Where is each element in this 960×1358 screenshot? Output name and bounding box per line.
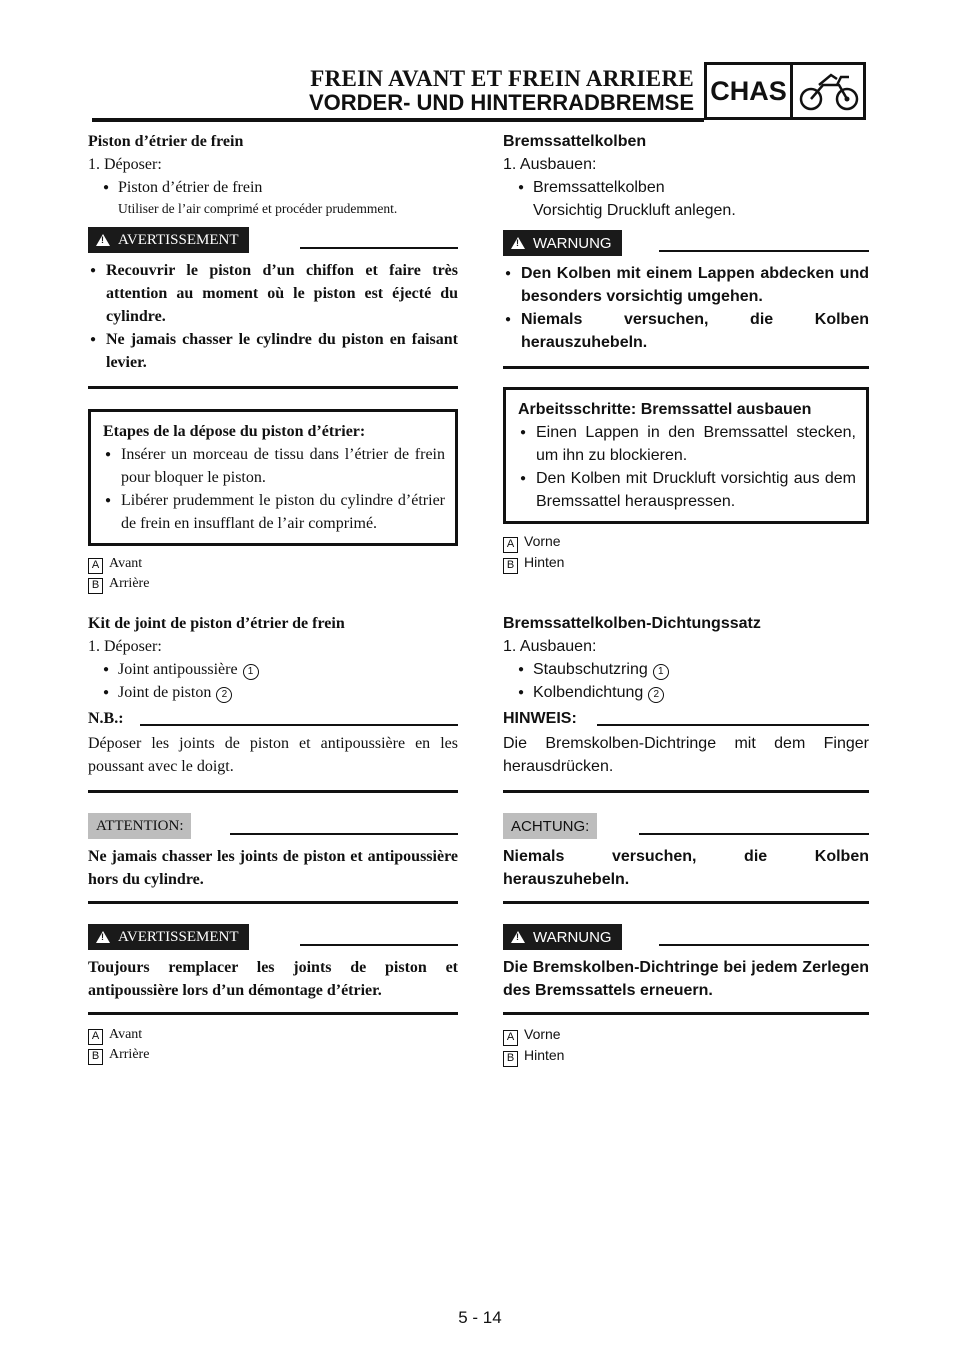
procedure-box bbox=[503, 387, 869, 524]
legend-item bbox=[88, 554, 458, 574]
callout-2: 2 bbox=[216, 687, 232, 703]
attention-text: Ne jamais chasser les joints de piston et antipoussière hors du cylindre. bbox=[88, 848, 458, 888]
column-french bbox=[88, 130, 458, 1065]
warning-item: ● Ne jamais chasser le cylindre du piston en faisant levier. bbox=[88, 328, 458, 374]
legend-item bbox=[503, 1046, 869, 1067]
marker-b: B bbox=[88, 578, 103, 594]
warning-header bbox=[503, 230, 869, 256]
attention-label: ACHTUNG: bbox=[503, 813, 597, 839]
section-title: Kit de joint de piston d’étrier de frein bbox=[88, 615, 345, 632]
callout-2: 2 bbox=[648, 687, 664, 703]
note-label: N.B.: bbox=[88, 710, 124, 727]
step: 1. Déposer: bbox=[88, 638, 162, 655]
step-note: Vorsichtig Druckluft anlegen. bbox=[533, 202, 736, 219]
step-item: ● Piston d’étrier de frein bbox=[88, 176, 458, 199]
warning-end-rule bbox=[503, 1012, 869, 1015]
warning-label: WARNUNG bbox=[533, 234, 612, 252]
legend bbox=[88, 1025, 458, 1065]
warning-rule bbox=[300, 944, 458, 946]
step-item: ● Bremssattelkolben bbox=[503, 176, 869, 199]
warning-text: Toujours remplacer les joints de piston et antipoussière lors d’un démontage d’étrier. bbox=[88, 959, 458, 999]
procedure-box bbox=[88, 409, 458, 546]
marker-b: B bbox=[503, 558, 518, 574]
legend-item bbox=[88, 1025, 458, 1045]
step-item-text: Joint de piston bbox=[118, 684, 212, 701]
header-title-de: VORDER- UND HINTERRADBREMSE bbox=[308, 90, 694, 115]
callout-1: 1 bbox=[653, 664, 669, 680]
legend-text: Vorne bbox=[524, 533, 561, 549]
legend-text: Arrière bbox=[109, 576, 150, 591]
legend bbox=[503, 532, 869, 574]
warning-icon bbox=[511, 237, 525, 249]
legend-text: Avant bbox=[109, 556, 143, 571]
legend-item bbox=[88, 574, 458, 594]
section-badge bbox=[704, 62, 866, 120]
callout-1: 1 bbox=[243, 664, 259, 680]
warning-header bbox=[503, 924, 869, 950]
warning-badge bbox=[88, 924, 249, 950]
step-note: Utiliser de l’air comprimé et procéder prudemment. bbox=[118, 201, 398, 216]
header-rule bbox=[92, 118, 704, 122]
marker-a: A bbox=[503, 537, 518, 553]
step: 1. Ausbauen: bbox=[503, 638, 597, 655]
warning-icon bbox=[511, 931, 525, 943]
legend-text: Hinten bbox=[524, 1047, 565, 1063]
warning-header bbox=[88, 924, 458, 950]
note-text: Die Bremskolben-Dichtringe mit dem Finger herausdrücken. bbox=[503, 735, 869, 775]
step: 1. Ausbauen: bbox=[503, 156, 597, 173]
motorcycle-icon bbox=[797, 69, 863, 115]
warning-label: AVERTISSEMENT bbox=[118, 928, 239, 945]
legend-text: Arrière bbox=[109, 1047, 150, 1062]
warning-label: AVERTISSEMENT bbox=[118, 231, 239, 248]
warning-end-rule bbox=[88, 1012, 458, 1015]
note-header bbox=[88, 710, 458, 732]
attention-label: ATTENTION: bbox=[88, 813, 191, 839]
procedure-item: ● Den Kolben mit Druckluft vorsichtig aus dem Bremssattel herauspressen. bbox=[518, 467, 856, 513]
legend-text: Vorne bbox=[524, 1026, 561, 1042]
warning-label: WARNUNG bbox=[533, 928, 612, 946]
note-end-rule bbox=[88, 790, 458, 793]
marker-a: A bbox=[503, 1030, 518, 1046]
warning-badge bbox=[503, 230, 622, 256]
legend-item bbox=[503, 532, 869, 553]
warning-icon bbox=[96, 931, 110, 943]
procedure-title: Arbeitsschritte: Bremssattel ausbauen bbox=[518, 401, 812, 418]
warning-end-rule bbox=[503, 366, 869, 369]
marker-b: B bbox=[503, 1051, 518, 1067]
legend-text: Hinten bbox=[524, 554, 565, 570]
header-title-fr: FREIN AVANT ET FREIN ARRIERE bbox=[310, 66, 694, 91]
column-german bbox=[503, 130, 869, 1067]
warning-badge bbox=[503, 924, 622, 950]
attention-end-rule bbox=[503, 901, 869, 904]
step-item-text: Joint antipoussière bbox=[118, 661, 238, 678]
procedure-title: Etapes de la dépose du piston d’étrier: bbox=[103, 423, 366, 440]
attention-end-rule bbox=[88, 901, 458, 904]
attention-rule bbox=[230, 833, 458, 835]
warning-rule bbox=[659, 250, 869, 252]
warning-end-rule bbox=[88, 386, 458, 389]
warning-item: ● Den Kolben mit einem Lappen abdecken und besonders vorsichtig umgehen. bbox=[503, 262, 869, 308]
warning-header bbox=[88, 227, 458, 253]
note-end-rule bbox=[503, 790, 869, 793]
step-item-text: Kolbendichtung bbox=[533, 684, 644, 701]
warning-item: ● Niemals versuchen, die Kolben herauszuhebeln. bbox=[503, 308, 869, 354]
legend-item bbox=[88, 1045, 458, 1065]
section-title: Bremssattelkolben-Dichtungssatz bbox=[503, 615, 761, 632]
step-item bbox=[503, 681, 869, 704]
legend bbox=[88, 554, 458, 594]
warning-icon bbox=[96, 234, 110, 246]
attention-rule bbox=[639, 833, 869, 835]
note-label: HINWEIS: bbox=[503, 710, 577, 727]
procedure-item: ● Insérer un morceau de tissu dans l’étrier de frein pour bloquer le piston. bbox=[103, 443, 445, 489]
section-code: CHAS bbox=[707, 65, 793, 117]
marker-b: B bbox=[88, 1049, 103, 1065]
step: 1. Déposer: bbox=[88, 156, 162, 173]
warning-item: ● Recouvrir le piston d’un chiffon et faire très attention au moment où le piston est éjecté du cylindre. bbox=[88, 259, 458, 328]
procedure-item: ● Libérer prudemment le piston du cylindre d’étrier de frein en insufflant de l’air comprimé. bbox=[103, 489, 445, 535]
attention-text: Niemals versuchen, die Kolben herauszuhebeln. bbox=[503, 848, 869, 888]
step-item bbox=[88, 658, 458, 681]
step-item bbox=[88, 681, 458, 704]
section-title: Piston d’étrier de frein bbox=[88, 133, 244, 150]
section-title: Bremssattelkolben bbox=[503, 133, 647, 150]
attention-header bbox=[503, 813, 869, 839]
page-number: 5 - 14 bbox=[458, 1308, 502, 1327]
note-header bbox=[503, 710, 869, 732]
marker-a: A bbox=[88, 558, 103, 574]
legend-item bbox=[503, 553, 869, 574]
step-item-text: Staubschutzring bbox=[533, 661, 648, 678]
warning-text: Die Bremskolben-Dichtringe bei jedem Zerlegen des Bremssattels erneuern. bbox=[503, 959, 869, 999]
step-item bbox=[503, 658, 869, 681]
legend-text: Avant bbox=[109, 1027, 143, 1042]
marker-a: A bbox=[88, 1029, 103, 1045]
warning-badge bbox=[88, 227, 249, 253]
legend bbox=[503, 1025, 869, 1067]
warning-rule bbox=[659, 944, 869, 946]
procedure-item: ● Einen Lappen in den Bremssattel stecken, um ihn zu blockieren. bbox=[518, 421, 856, 467]
legend-item bbox=[503, 1025, 869, 1046]
warning-rule bbox=[300, 247, 458, 249]
attention-header bbox=[88, 813, 458, 839]
note-rule bbox=[597, 724, 869, 726]
note-rule bbox=[140, 724, 458, 726]
note-text: Déposer les joints de piston et antipoussière en les poussant avec le doigt. bbox=[88, 735, 458, 775]
